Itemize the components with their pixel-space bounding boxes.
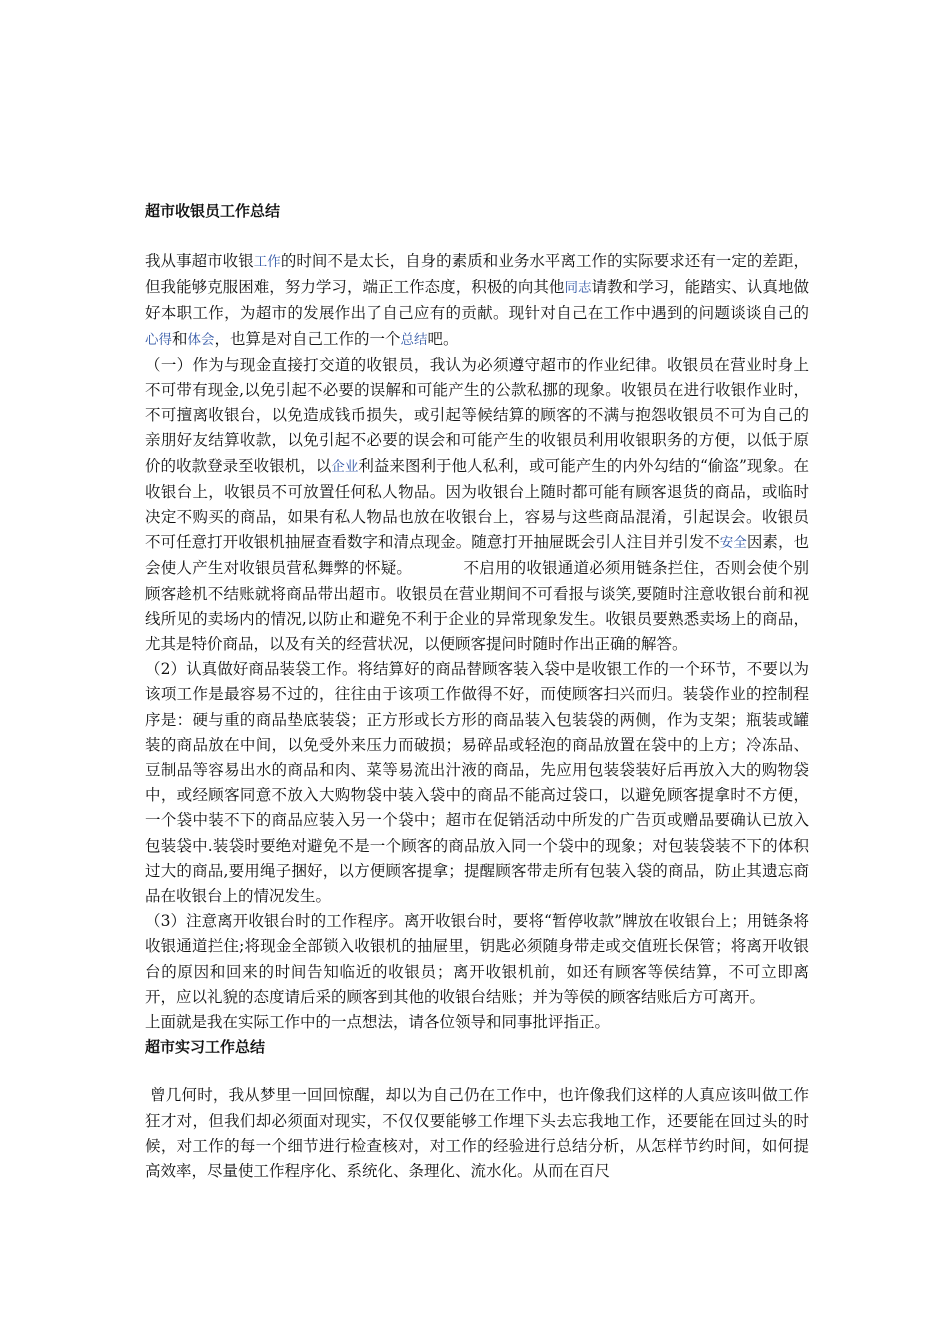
paragraph-intro xyxy=(145,249,809,353)
text-run: 请教和学习，能踏实、认真地做好本职工作，为超市的发展作出了自己应有的贡献。现针对自己在工作中遇到的问题谈谈自己的 xyxy=(145,278,809,323)
text-run: 因素，也会使人产生对收银员营私舞弊的怀疑。 不启用的收银通道必须用链条拦住，否则会使个别顾客趁机不结账就将商品带出超市。收银员在营业期间不可看报与谈笑,要随时注意收银台前和视线所见的卖场内的情况,以防止和避免不利于企业的异常现象发生。收银员要熟悉卖场上的商品，尤其是特价商品，以及有关的经营状况，以便顾客提问时随时作出正确的解答。 xyxy=(145,533,809,654)
keyword-link-anquan[interactable]: 安全 xyxy=(719,535,747,552)
paragraph-section-3: （3）注意离开收银台时的工作程序。离开收银台时，要将“暂停收款”牌放在收银台上；用链条将收银通道拦住;将现金全部锁入收银机的抽屉里，钥匙必须随身带走或交值班长保管；将离开收银台的原因和回来的时间告知临近的收银员；离开收银机前，如还有顾客等侯结算，不可立即离开，应以礼貌的态度请后采的顾客到其他的收银台结账；并为等侯的顾客结账后方可离开。 xyxy=(145,912,809,1006)
text-run: 的时间不是太长，自身的素质和业务水平离工作的实际要求还有一定的差距，但我能够克服困难，努力学习，端正工作态度，积极的向其他 xyxy=(145,252,809,297)
text-run: 我从事超市收银 xyxy=(145,252,254,270)
document-page xyxy=(145,199,809,1184)
keyword-link-tongzhi[interactable]: 同志 xyxy=(564,280,592,297)
keyword-link-xinde[interactable]: 心得 xyxy=(145,331,172,348)
text-run: （一）作为与现金直接打交道的收银员，我认为必须遵守超市的作业纪律。收银员在营业时身上不可带有现金,以免引起不必要的误解和可能产生的公款私挪的现象。收银员在进行收银作业时，不可擅离收银台，以免造成钱币损失，或引起等候结算的顾客的不满与抱怨收银员不可为自己的亲朋好友结算收款，以免引起不必要的误会和可能产生的收银员利用收银职务的方便，以低于原价的收款登录至收银机，以 xyxy=(145,355,809,475)
text-run: 和 xyxy=(172,329,188,348)
keyword-link-zongjie[interactable]: 总结 xyxy=(400,331,428,348)
second-title: 超市实习工作总结 xyxy=(145,1038,266,1057)
paragraph-internship: 曾几何时，我从梦里一回回惊醒，却以为自己仍在工作中，也许像我们这样的人真应该叫做工作狂才对，但我们却必须面对现实，不仅仅要能够工作埋下头去忘我地工作，还要能在回过头的时候，对工作的每一个细节进行检查核对，对工作的经验进行总结分析，从怎样节约时间，如何提高效率，尽量使工作程序化、系统化、条理化、流水化。从而在百尺 xyxy=(145,1086,809,1180)
paragraph-section-2: （2）认真做好商品装袋工作。将结算好的商品替顾客装入袋中是收银工作的一个环节，不要以为该项工作是最容易不过的，往往由于该项工作做得不好，而使顾客扫兴而归。装袋作业的控制程序是：硬与重的商品垫底装袋；正方形或长方形的商品装入包装袋的两侧，作为支架；瓶装或罐装的商品放在中间，以免受外来压力而破损；易碎品或轻泡的商品放置在袋中的上方；冷冻品、豆制品等容易出水的商品和肉、菜等易流出汁液的商品，先应用包装袋装好后再放入大的购物袋中，或经顾客同意不放入大购物袋中装入袋中的商品不能高过袋口，以避免顾客提拿时不方便，一个袋中装不下的商品应装入另一个袋中；超市在促销活动中所发的广告页或赠品要确认已放入包装袋中.装袋时要绝对避免不是一个顾客的商品放入同一个袋中的现象；对包装袋装不下的体积过大的商品,要用绳子捆好，以方便顾客提拿；提醒顾客带走所有包装入袋的商品，防止其遗忘商品在收银台上的情况发生。 xyxy=(145,660,809,906)
paragraph-section-1 xyxy=(145,353,809,657)
text-run: 吧。 xyxy=(427,329,459,348)
keyword-link-tihui[interactable]: 体会 xyxy=(187,331,215,348)
spacer xyxy=(145,1060,809,1083)
text-run: ，也算是对自己工作的一个 xyxy=(214,329,401,348)
document-title: 超市收银员工作总结 xyxy=(145,202,281,220)
keyword-link-gongzuo[interactable]: 工作 xyxy=(253,254,281,270)
keyword-link-qiye[interactable]: 企业 xyxy=(331,458,359,475)
text-run: 利益来图利于他人私利，或可能产生的内外勾结的“偷盗”现象。在收银台上，收银员不可放置任何私人物品。因为收银台上随时都可能有顾客退货的商品，或临时决定不购买的商品，如果有私人物品也放在收银台上，容易与这些商品混淆，引起误会。收银员不可任意打开收银机抽屉查看数字和清点现金。随意打开抽屉既会引人注目并引发不 xyxy=(145,456,809,552)
spacer xyxy=(145,224,809,249)
paragraph-closing: 上面就是我在实际工作中的一点想法，请各位领导和同事批评指正。 xyxy=(145,1013,611,1032)
